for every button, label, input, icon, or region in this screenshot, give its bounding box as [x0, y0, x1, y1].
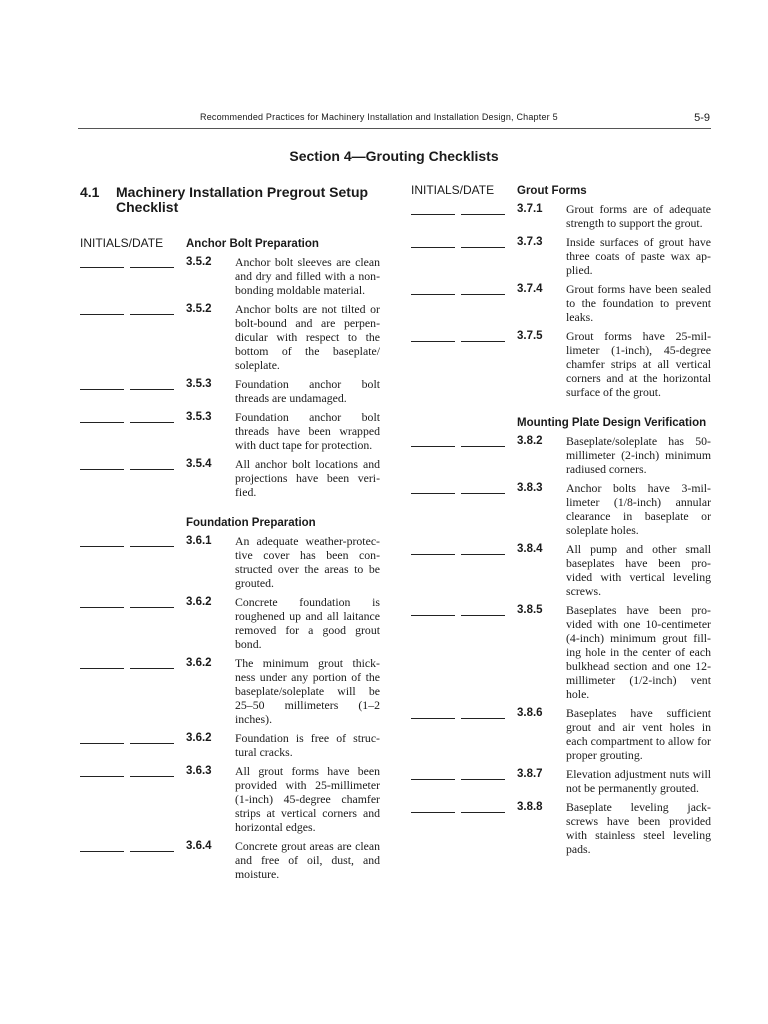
group-heading: Mounting Plate Design Verification	[517, 417, 707, 429]
item-number: 3.8.4	[517, 543, 543, 555]
item-text: Grout forms have been sealed to the foundation to prevent leaks.	[566, 282, 711, 324]
item-number: 3.8.3	[517, 482, 543, 494]
date-blank[interactable]	[461, 615, 505, 616]
initials-date-blanks	[80, 595, 186, 609]
checklist-item	[411, 800, 711, 856]
item-text: Anchor bolt sleeves are clean and dry and filled with a non-bonding moldable material.	[235, 255, 380, 297]
item-number: 3.6.2	[186, 657, 212, 669]
date-blank[interactable]	[130, 546, 174, 547]
group-heading: Foundation Preparation	[186, 517, 316, 529]
initials-blank[interactable]	[411, 247, 455, 248]
date-blank[interactable]	[461, 554, 505, 555]
initials-date-blanks	[411, 603, 517, 617]
section-heading-text: Machinery Installation Pregrout Setup Checklist	[116, 184, 369, 215]
initials-blank[interactable]	[80, 668, 124, 669]
item-text: All pump and other small baseplates have been pro-vided with vertical leveling screws.	[566, 542, 711, 598]
initials-blank[interactable]	[80, 267, 124, 268]
checklist-item	[80, 839, 380, 881]
item-number: 3.5.4	[186, 458, 212, 470]
right-group-0-items	[411, 202, 711, 399]
section-title: Section 4—Grouting Checklists	[289, 148, 499, 164]
left-column	[80, 183, 380, 886]
left-group-0-items	[80, 255, 380, 499]
item-text: Foundation anchor bolt threads have been wrapped with duct tape for protection.	[235, 410, 380, 452]
group-heading: Grout Forms	[517, 185, 587, 197]
initials-blank[interactable]	[80, 422, 124, 423]
item-number: 3.7.4	[517, 283, 543, 295]
initials-blank[interactable]	[411, 554, 455, 555]
initials-date-label: INITIALS/DATE	[411, 183, 495, 197]
initials-date-blanks	[80, 534, 186, 548]
initials-date-blanks	[411, 434, 517, 448]
item-text: Anchor bolts have 3-mil-limeter (1/8-inch) annular clearance in baseplate or soleplate holes.	[566, 481, 711, 537]
group-heading: Anchor Bolt Preparation	[186, 238, 319, 250]
date-blank[interactable]	[130, 743, 174, 744]
item-text: Grout forms have 25-mil-limeter (1-inch), 45-degree chamfer strips at all vertical corners and at the horizontal surface of the grout.	[566, 329, 711, 399]
date-blank[interactable]	[130, 668, 174, 669]
item-number: 3.6.4	[186, 840, 212, 852]
item-number: 3.8.5	[517, 604, 543, 616]
date-blank[interactable]	[130, 389, 174, 390]
checklist-item	[80, 255, 380, 297]
date-blank[interactable]	[130, 267, 174, 268]
item-number: 3.8.8	[517, 801, 543, 813]
item-text: An adequate weather-protec-tive cover has been con-structed over the areas to be grouted.	[235, 534, 380, 590]
initials-date-blanks	[411, 800, 517, 814]
date-blank[interactable]	[130, 776, 174, 777]
date-blank[interactable]	[461, 812, 505, 813]
initials-blank[interactable]	[80, 776, 124, 777]
initials-date-blanks	[80, 764, 186, 778]
item-text: Baseplates have been pro-vided with one 10-centimeter (4-inch) minimum grout fill-ing hole in the center of each bulkhead section and one 12-millimeter (1/2-inch) vent hole.	[566, 603, 711, 701]
item-number: 3.6.2	[186, 596, 212, 608]
date-blank[interactable]	[130, 314, 174, 315]
initials-date-blanks	[80, 255, 186, 269]
initials-blank[interactable]	[411, 341, 455, 342]
checklist-item	[80, 410, 380, 452]
initials-blank[interactable]	[80, 389, 124, 390]
date-blank[interactable]	[130, 422, 174, 423]
right-column	[411, 183, 711, 861]
initials-date-blanks	[411, 542, 517, 556]
item-text: Foundation anchor bolt threads are undamaged.	[235, 377, 380, 405]
initials-blank[interactable]	[80, 314, 124, 315]
checklist-item	[411, 329, 711, 399]
checklist-item	[80, 534, 380, 590]
initials-date-blanks	[80, 839, 186, 853]
item-text: Elevation adjustment nuts will not be permanently grouted.	[566, 767, 711, 795]
checklist-item	[411, 282, 711, 324]
item-text: Foundation is free of struc-tural cracks.	[235, 731, 380, 759]
initials-date-blanks	[411, 329, 517, 343]
item-number: 3.7.5	[517, 330, 543, 342]
date-blank[interactable]	[461, 294, 505, 295]
initials-date-blanks	[80, 377, 186, 391]
initials-date-blanks	[411, 706, 517, 720]
item-number: 3.6.3	[186, 765, 212, 777]
item-text: Baseplate leveling jack-screws have been provided with stainless steel leveling pads.	[566, 800, 711, 856]
checklist-item	[80, 656, 380, 726]
item-number: 3.5.2	[186, 256, 212, 268]
checklist-item	[80, 731, 380, 759]
page-number: 5-9	[694, 112, 710, 124]
checklist-item	[80, 377, 380, 405]
date-blank[interactable]	[461, 779, 505, 780]
column-header	[80, 236, 380, 251]
checklist-item	[411, 481, 711, 537]
item-number: 3.8.2	[517, 435, 543, 447]
item-text: All anchor bolt locations and projections have been veri-fied.	[235, 457, 380, 499]
date-blank[interactable]	[461, 493, 505, 494]
header-rule	[78, 128, 711, 129]
initials-blank[interactable]	[80, 743, 124, 744]
section-number: 4.1	[80, 184, 100, 200]
checklist-item	[411, 706, 711, 762]
initials-date-blanks	[80, 656, 186, 670]
initials-date-blanks	[80, 731, 186, 745]
initials-date-blanks	[411, 202, 517, 216]
item-number: 3.8.6	[517, 707, 543, 719]
initials-date-blanks	[411, 282, 517, 296]
date-blank[interactable]	[461, 341, 505, 342]
initials-blank[interactable]	[411, 779, 455, 780]
checklist-item	[411, 603, 711, 701]
initials-blank[interactable]	[411, 493, 455, 494]
initials-blank[interactable]	[411, 615, 455, 616]
item-text: The minimum grout thick-ness under any portion of the baseplate/soleplate will be 25–50 millimeters (1–2 inches).	[235, 656, 380, 726]
running-title: Recommended Practices for Machinery Installation and Installation Design, Chapter 5	[200, 112, 558, 122]
item-number: 3.7.1	[517, 203, 543, 215]
checklist-item	[411, 235, 711, 277]
initials-blank[interactable]	[411, 812, 455, 813]
initials-blank[interactable]	[80, 546, 124, 547]
initials-blank[interactable]	[411, 446, 455, 447]
item-text: All grout forms have been provided with 25-millimeter (1-inch) 45-degree chamfer strips at vertical corners and horizontal edges.	[235, 764, 380, 834]
date-blank[interactable]	[461, 446, 505, 447]
item-text: Inside surfaces of grout have three coats of paste wax ap-plied.	[566, 235, 711, 277]
checklist-item	[80, 457, 380, 499]
initials-blank[interactable]	[80, 851, 124, 852]
checklist-item	[411, 434, 711, 476]
initials-blank[interactable]	[80, 607, 124, 608]
item-number: 3.5.2	[186, 303, 212, 315]
initials-blank[interactable]	[411, 718, 455, 719]
item-number: 3.7.3	[517, 236, 543, 248]
initials-date-blanks	[80, 410, 186, 424]
checklist-item	[411, 767, 711, 795]
checklist-item	[80, 302, 380, 372]
date-blank[interactable]	[461, 247, 505, 248]
date-blank[interactable]	[130, 851, 174, 852]
initials-date-blanks	[411, 767, 517, 781]
initials-date-blanks	[411, 481, 517, 495]
item-number: 3.6.2	[186, 732, 212, 744]
initials-blank[interactable]	[80, 469, 124, 470]
item-text: Baseplate/soleplate has 50-millimeter (2-inch) minimum radiused corners.	[566, 434, 711, 476]
checklist-item	[411, 202, 711, 230]
initials-date-blanks	[411, 235, 517, 249]
initials-date-blanks	[80, 457, 186, 471]
date-blank[interactable]	[130, 469, 174, 470]
initials-blank[interactable]	[411, 214, 455, 215]
right-group-1-items	[411, 434, 711, 856]
item-number: 3.5.3	[186, 411, 212, 423]
left-group-1-items	[80, 534, 380, 881]
date-blank[interactable]	[130, 607, 174, 608]
item-text: Baseplates have sufficient grout and air vent holes in each compartment to allow for proper grouting.	[566, 706, 711, 762]
date-blank[interactable]	[461, 718, 505, 719]
item-number: 3.6.1	[186, 535, 212, 547]
item-text: Anchor bolts are not tilted or bolt-bound and are perpen-dicular with respect to the bottom of the baseplate/ soleplate.	[235, 302, 380, 372]
initials-date-blanks	[80, 302, 186, 316]
initials-blank[interactable]	[411, 294, 455, 295]
column-header	[411, 183, 711, 198]
item-text: Concrete grout areas are clean and free of oil, dust, and moisture.	[235, 839, 380, 881]
checklist-item	[411, 542, 711, 598]
running-header	[0, 112, 768, 126]
item-number: 3.8.7	[517, 768, 543, 780]
item-text: Grout forms are of adequate strength to support the grout.	[566, 202, 711, 230]
section-heading	[80, 185, 380, 215]
item-text: Concrete foundation is roughened up and all laitance removed for a good grout bond.	[235, 595, 380, 651]
initials-date-label: INITIALS/DATE	[80, 236, 164, 250]
checklist-item	[80, 764, 380, 834]
item-number: 3.5.3	[186, 378, 212, 390]
date-blank[interactable]	[461, 214, 505, 215]
checklist-item	[80, 595, 380, 651]
